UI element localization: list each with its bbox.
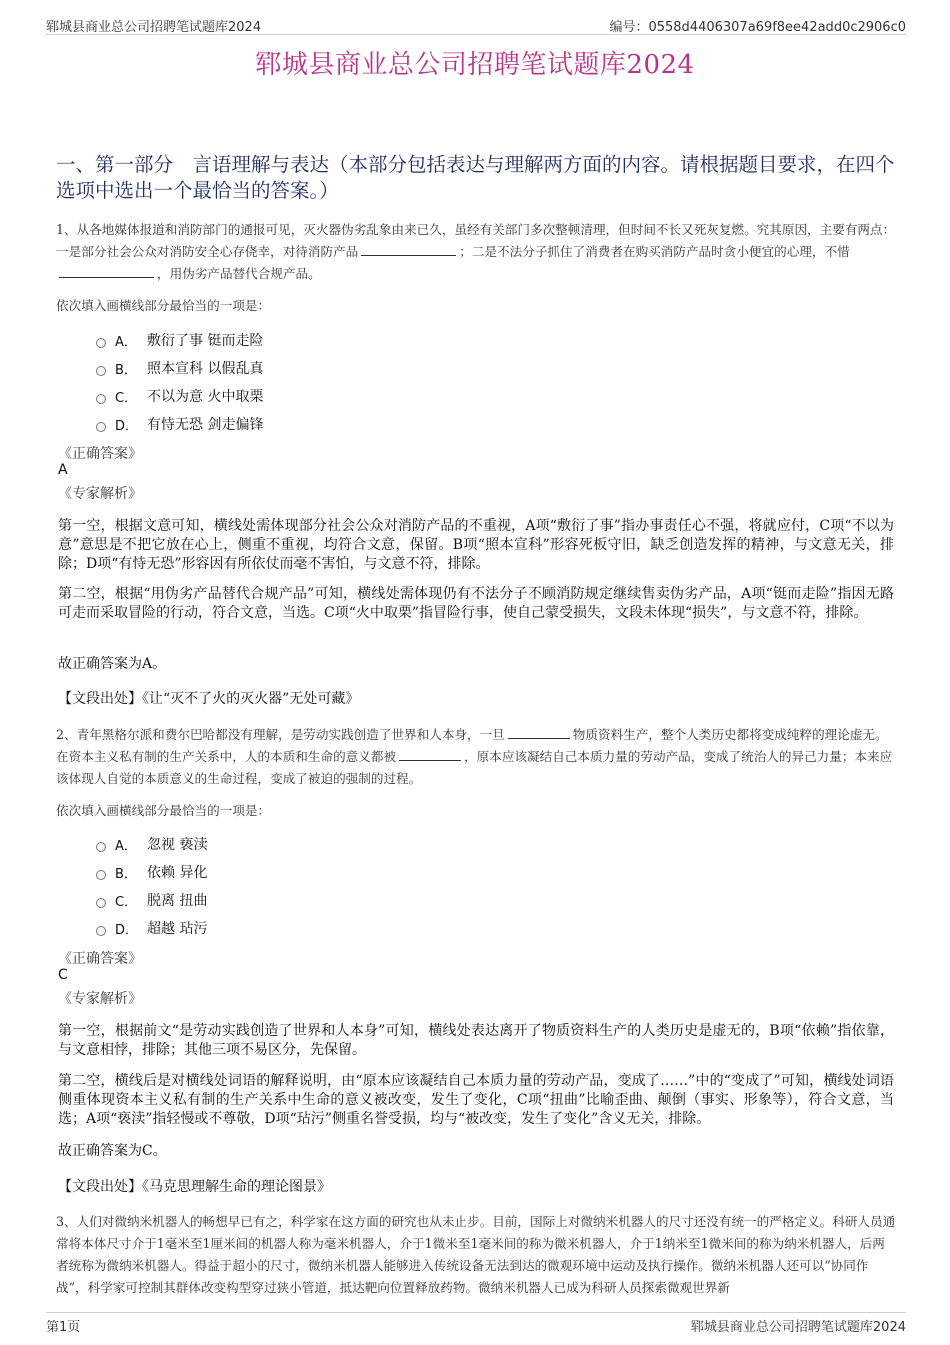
source-citation: 【文段出处】《马克思理解生命的理论图景》 bbox=[58, 1179, 331, 1195]
analysis-conclusion: 故正确答案为A。 bbox=[58, 656, 167, 672]
analysis-label: 《专家解析》 bbox=[58, 991, 142, 1007]
answer-label: 《正确答案》 bbox=[58, 446, 142, 462]
radio-icon[interactable] bbox=[96, 870, 106, 880]
section-heading: 一、第一部分 言语理解与表达（本部分包括表达与理解两方面的内容。请根据题目要求，在四个选项中选出一个最恰当的答案。） bbox=[56, 153, 895, 202]
radio-icon[interactable] bbox=[96, 926, 106, 936]
question-1-text: 1、从各地媒体报道和消防部门的通报可见，灭火器伪劣乱象由来已久，虽经有关部门多次整顿清理，但时间不长又死灰复燃。究其原因，主要有两点：一是部分社会公众对消防安全心存侥幸，对待消防产品 ；二是不法分子抓住了消费者在购买消防产品时贪小便宜的心理，不惜，用伪劣产品替代合规产品。 bbox=[56, 222, 896, 281]
header-doc-title: 郓城县商业总公司招聘笔试题库2024 bbox=[46, 20, 262, 35]
footer-doc-title: 郓城县商业总公司招聘笔试题库2024 bbox=[690, 1320, 906, 1335]
fill-blank bbox=[361, 241, 456, 256]
correct-answer: C bbox=[58, 967, 68, 983]
source-citation: 【文段出处】《让“灭不了火的灭火器”无处可藏》 bbox=[58, 691, 360, 707]
radio-icon[interactable] bbox=[96, 366, 106, 376]
analysis-paragraph: 第二空，根据“用伪劣产品替代合规产品”可知，横线处需体现仍有不法分子不顾消防规定继续售卖伪劣产品，A项“铤而走险”指因无路可走而采取冒险的行动，符合文意，当选。C项“火中取栗”指冒险行事，使自己蒙受损失，文段未体现“损失”，与文意不符，排除。 bbox=[58, 586, 894, 621]
question-1-prompt: 依次填入画横线部分最恰当的一项是： bbox=[56, 298, 271, 313]
question-2-text: 2、青年黑格尔派和费尔巴哈都没有理解，是劳动实践创造了世界和人本身，一旦 物质资料生产，整个人类历史都将变成纯粹的理论虚无。在资本主义私有制的生产关系中，人的本质和生命的意义都被 ，原本应该凝结自己本质力量的劳动产品，变成了统治人的异己力量；本来应该体现人自觉的本质意义的生命过程，变成了被迫的强制的过程。 bbox=[56, 724, 896, 790]
analysis-conclusion: 故正确答案为C。 bbox=[58, 1143, 167, 1159]
radio-icon[interactable] bbox=[96, 422, 106, 432]
analysis-paragraph: 第二空，横线后是对横线处词语的解释说明，由“原本应该凝结自己本质力量的劳动产品，变成了……”中的“变成了”可知，横线处词语侧重体现资本主义私有制的生产关系中生命的意义被改变，发生了变化，C项“扭曲”比喻歪曲、颠倒（事实、形象等），符合文意，当选；A项“亵渎”指轻慢或不尊敬，D项“玷污”侧重名誉受损，均与“被改变，发生了变化”含义无关，排除。 bbox=[58, 1073, 894, 1127]
correct-answer: A bbox=[58, 462, 68, 478]
option-c[interactable]: C． 不以为意 火中取栗 bbox=[96, 382, 263, 410]
option-b[interactable]: B． 照本宣科 以假乱真 bbox=[96, 354, 263, 382]
question-1-options bbox=[96, 326, 263, 438]
page-title: 郓城县商业总公司招聘笔试题库2024 bbox=[255, 50, 695, 80]
radio-icon[interactable] bbox=[96, 338, 106, 348]
analysis-label: 《专家解析》 bbox=[58, 486, 142, 502]
analysis-paragraph: 第一空，根据前文“是劳动实践创造了世界和人本身”可知，横线处表达离开了物质资料生产的人类历史是虚无的，B项“依赖”指依靠，与文意相悖，排除；其他三项不易区分，先保留。 bbox=[58, 1023, 894, 1058]
option-b[interactable]: B． 依赖 异化 bbox=[96, 858, 207, 886]
option-c[interactable]: C． 脱离 扭曲 bbox=[96, 886, 207, 914]
option-a[interactable]: A． 敷衍了事 铤而走险 bbox=[96, 326, 263, 354]
fill-blank bbox=[399, 746, 461, 761]
page-number: 第1页 bbox=[46, 1320, 81, 1335]
radio-icon[interactable] bbox=[96, 898, 106, 908]
question-3-text: 3、人们对微纳米机器人的畅想早已有之，科学家在这方面的研究也从未止步。目前，国际上对微纳米机器人的尺寸还没有统一的严格定义。科研人员通常将本体尺寸介于1毫米至1厘米间的机器人称为毫米机器人，介于1微米至1毫米间的称为微米机器人，介于1纳米至1微米间的称为纳米机器人，后两者统称为微纳米机器人。得益于超小的尺寸，微纳米机器人能够进入传统设备无法到达的微观环境中运动及执行操作。微纳米机器人还可以“协同作战”，科学家可控制其群体改变构型穿过狭小管道，抵达靶向位置释放药物。微纳米机器人已成为科研人员探索微观世界新 bbox=[56, 1214, 896, 1295]
analysis-paragraph: 第一空，根据文意可知，横线处需体现部分社会公众对消防产品的不重视，A项“敷衍了事”指办事责任心不强，将就应付，C项“不以为意”意思是不把它放在心上，侧重不重视，均符合文意，保留。B项“照本宣科”形容死板守旧，缺乏创造发挥的精神，与文意无关，排除；D项“有恃无恐”形容因有所依仗而毫不害怕，与文意不符，排除。 bbox=[58, 518, 894, 572]
answer-label: 《正确答案》 bbox=[58, 951, 142, 967]
question-2-options bbox=[96, 830, 207, 942]
fill-blank bbox=[508, 724, 570, 739]
option-d[interactable]: D． 超越 玷污 bbox=[96, 914, 207, 942]
option-a[interactable]: A． 忽视 亵渎 bbox=[96, 830, 207, 858]
page-footer bbox=[46, 1312, 906, 1333]
radio-icon[interactable] bbox=[96, 394, 106, 404]
question-2-prompt: 依次填入画横线部分最恰当的一项是： bbox=[56, 803, 271, 818]
option-d[interactable]: D． 有恃无恐 剑走偏锋 bbox=[96, 410, 263, 438]
fill-blank bbox=[59, 263, 154, 278]
page-header bbox=[46, 14, 906, 35]
header-doc-id: 编号：0558d4406307a69f8ee42add0c2906c0 bbox=[609, 20, 906, 35]
radio-icon[interactable] bbox=[96, 842, 106, 852]
